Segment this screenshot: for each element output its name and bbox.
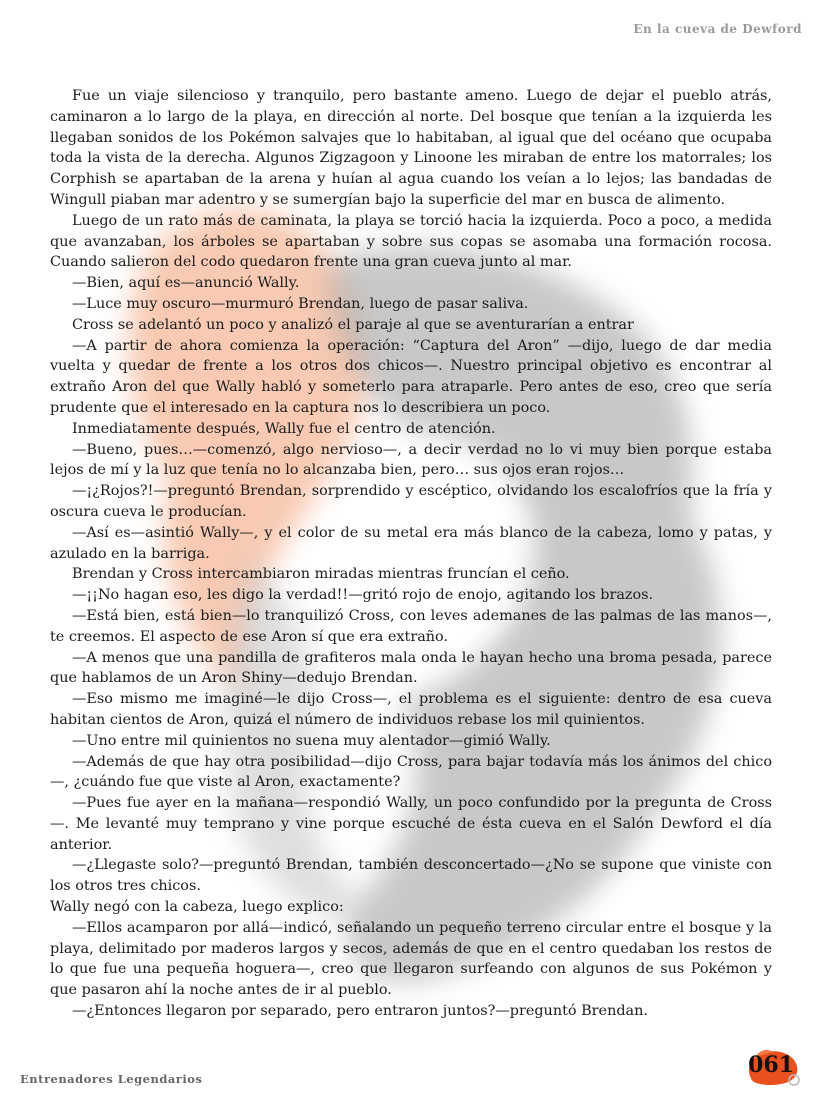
paragraph: —¿Llegaste solo?—preguntó Brendan, también desconcertado—¿No se supone que viniste con los otros tres chicos.: [50, 857, 772, 895]
paragraph: —Bien, aquí es—anunció Wally.: [72, 275, 300, 292]
paragraph: Luego de un rato más de caminata, la playa se torció hacia la izquierda. Poco a poco, a medida que avanzaban, los árboles se apartaban y sobre sus copas se asomaba una formación rocosa. Cuando salieron del codo quedaron frente una gran cueva junto al mar.: [50, 212, 772, 271]
paragraph: —¡¡No hagan eso, les digo la verdad!!—gritó rojo de enojo, agitando los brazos.: [72, 587, 654, 604]
paragraph: —¡¿Rojos?!—preguntó Brendan, sorprendido y escéptico, olvidando los escalofríos que la fría y oscura cueva le producían.: [50, 483, 772, 520]
book-title-footer: Entrenadores Legendarios: [20, 1072, 203, 1086]
paragraph: —Ellos acamparon por allá—indicó, señalando un pequeño terreno circular entre el bosque y la playa, delimitado por maderos largos y secos, además de que en el centro quedaban los restos de lo que fue una pequeña hoguera—, creo que llegaron surfeando con algunos de sus Pokémon y que pasaron ahí la noche antes de ir al pueblo.: [50, 919, 772, 999]
page-number-badge: [742, 1046, 802, 1086]
running-header: En la cueva de Dewford: [633, 22, 802, 36]
paragraph: Cross se adelantó un poco y analizó el paraje al que se aventurarían a entrar: [72, 316, 634, 333]
paragraph: —Está bien, está bien—lo tranquilizó Cross, con leves ademanes de las palmas de las manos—, te creemos. El aspecto de ese Aron sí que era extraño.: [50, 607, 772, 645]
paragraph: —Bueno, pues…—comenzó, algo nervioso—, a decir verdad no lo vi muy bien porque estaba lejos de mí y la luz que tenía no lo alcanzaba bien, pero… sus ojos eran rojos…: [50, 441, 772, 479]
page-number: 061: [748, 1052, 794, 1078]
paragraph: —A partir de ahora comienza la operación: “Captura del Aron” —dijo, luego de dar media vuelta y quedar de frente a los otros dos chicos—. Nuestro principal objetivo es encontrar al extraño Aron del que Wally habló y someterlo para atraparle. Pero antes de eso, creo que sería prudente que el interesado en la captura nos lo describiera un poco.: [50, 337, 772, 416]
paragraph: —Eso mismo me imaginé—le dijo Cross—, el problema es el siguiente: dentro de esa cueva habitan cientos de Aron, quizá el número de individuos rebase los mil quinientos.: [50, 691, 772, 728]
paragraph: Brendan y Cross intercambiaron miradas mientras fruncían el ceño.: [72, 566, 570, 583]
paragraph: —A menos que una pandilla de grafiteros mala onda le hayan hecho una broma pesada, parece que hablamos de un Aron Shiny—dedujo Brendan.: [50, 649, 772, 687]
paragraph: Fue un viaje silencioso y tranquilo, pero bastante ameno. Luego de dejar el pueblo atrás, caminaron a lo largo de la playa, en dirección al norte. Del bosque que tenían a la izquierda les llegaban sonidos de los Pokémon salvajes que lo habitaban, al igual que del océano que ocupaba toda la vista de la derecha. Algunos Zigzagoon y Linoone les miraban de entre los matorrales; los Corphish se apartaban de la arena y huían al agua cuando los veían a lo lejos; las bandadas de Wingull piaban mar adentro y se sumergían bajo la superficie del mar en busca de alimento.: [50, 88, 772, 208]
paragraph: —Luce muy oscuro—murmuró Brendan, luego de pasar saliva.: [72, 295, 529, 312]
paragraph: —Además de que hay otra posibilidad—dijo Cross, para bajar todavía más los ánimos del chico—, ¿cuándo fue que viste al Aron, exactamente?: [50, 753, 772, 791]
paragraph: —Así es—asintió Wally—, y el color de su metal era más blanco de la cabeza, lomo y patas, y azulado en la barriga.: [50, 524, 772, 562]
paragraph: Wally negó con la cabeza, luego explico:: [50, 899, 344, 916]
paragraph: Inmediatamente después, Wally fue el centro de atención.: [72, 420, 496, 437]
paragraph: —Pues fue ayer en la mañana—respondió Wally, un poco confundido por la pregunta de Cross—. Me levanté muy temprano y vine porque escuché de ésta cueva en el Salón Dewford el día anterior.: [50, 795, 772, 853]
paragraph: —¿Entonces llegaron por separado, pero entraron juntos?—preguntó Brendan.: [72, 1003, 648, 1020]
body-text: [50, 86, 772, 1022]
paragraph: —Uno entre mil quinientos no suena muy alentador—gimió Wally.: [72, 732, 551, 749]
